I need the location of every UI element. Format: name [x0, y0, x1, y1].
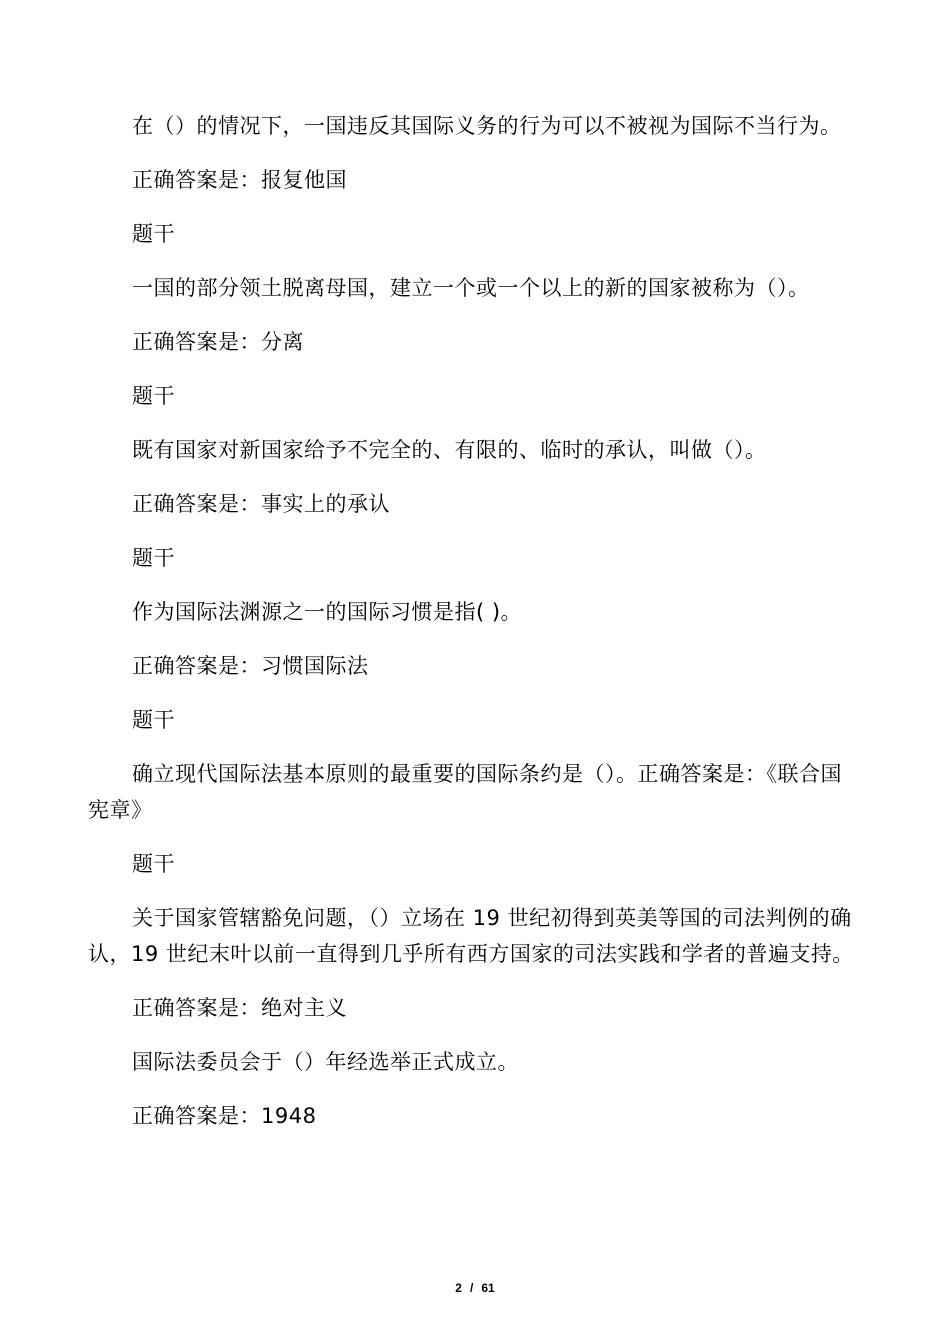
answer-text: 正确答案是：报复他国 — [132, 168, 347, 192]
question-stem-heading: 题干 — [132, 852, 175, 876]
question-text: 确立现代国际法基本原则的最重要的国际条约是（）。正确答案是：《联合国宪章》 — [88, 762, 842, 822]
answer-text: 正确答案是：事实上的承认 — [132, 492, 390, 516]
question-stem-heading: 题干 — [132, 222, 175, 246]
page-separator: / — [469, 1281, 474, 1295]
page-number — [0, 1281, 950, 1295]
question-text: 国际法委员会于（）年经选举正式成立。 — [132, 1050, 519, 1074]
answer-text: 正确答案是：绝对主义 — [132, 996, 347, 1020]
page-current: 2 — [455, 1281, 462, 1295]
answer-text: 正确答案是：习惯国际法 — [132, 654, 369, 678]
question-stem-heading: 题干 — [132, 708, 175, 732]
answer-text: 正确答案是：分离 — [132, 330, 304, 354]
question-text: 既有国家对新国家给予不完全的、有限的、临时的承认，叫做（）。 — [132, 438, 767, 462]
question-stem-heading: 题干 — [132, 384, 175, 408]
question-text: 关于国家管辖豁免问题，（）立场在 19 世纪初得到英美等国的司法判例的确认，19 世纪末叶以前一直得到几乎所有西方国家的司法实践和学者的普遍支持。 — [88, 906, 854, 966]
document-body — [88, 108, 860, 1152]
question-text: 作为国际法渊源之一的国际习惯是指( )。 — [132, 600, 523, 624]
page-total: 61 — [481, 1281, 495, 1295]
question-text: 一国的部分领土脱离母国，建立一个或一个以上的新的国家被称为（）。 — [132, 276, 810, 300]
question-stem-heading: 题干 — [132, 546, 175, 570]
answer-text: 正确答案是：1948 — [132, 1104, 317, 1128]
question-text: 在（）的情况下，一国违反其国际义务的行为可以不被视为国际不当行为。 — [132, 114, 842, 138]
